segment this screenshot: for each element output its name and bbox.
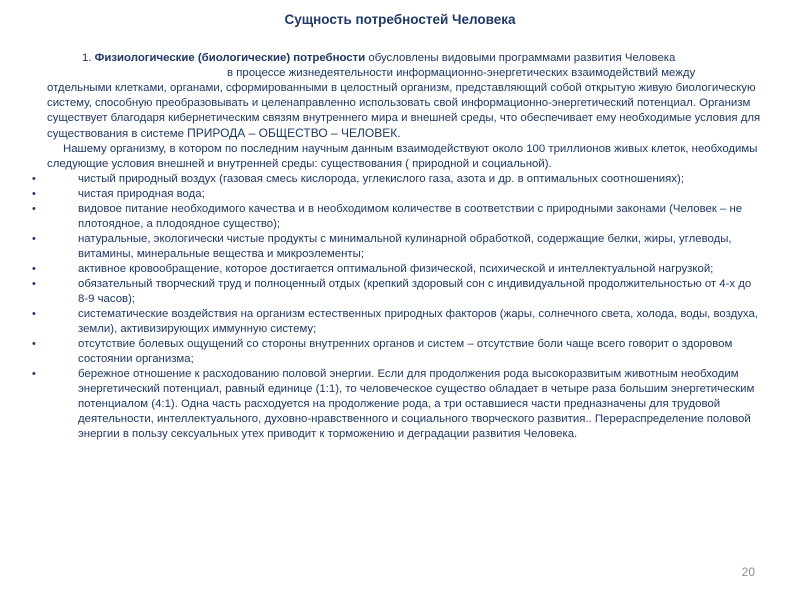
list-item-text: отсутствие болевых ощущений со стороны внутренних органов и систем – отсутствие боли чаще всего говорит о здоровом состоянии организма; [78, 338, 733, 365]
bullet-icon: • [32, 278, 36, 290]
bullet-icon: • [32, 203, 36, 215]
list-item-text: обязательный творческий труд и полноценный отдых (крепкий здоровый сон с индивидуальной продолжительностью от 4-х до 8-9 часов); [78, 278, 752, 305]
bullet-icon: • [32, 233, 36, 245]
list-item-text: активное кровообращение, которое достигается оптимальной физической, психической и интеллектуальной нагрузкой; [78, 263, 714, 275]
conditions-list [32, 172, 762, 442]
list-item-text: бережное отношение к расходованию половой энергии. Если для продолжения рода высокоразвитым животным необходим энергетический потенциал, равный единице (1:1), то человеческое существо обладает в четыре раза большим энергетическим потенциалом (4:1). Одна часть расходуется на продолжение рода, а три оставшиеся части предназначены для трудовой деятельности, интеллектуального, духовно-нравственного и социального творческого развития.. Перераспределение половой энергии в пользу сексуальных утех приводит к торможению и деградации развития Человека. [78, 368, 755, 440]
bullet-icon: • [32, 173, 36, 185]
conditions-paragraph: Нашему организму, в котором по последним научным данным взаимодействуют около 100 триллионов живых клеток, необходимы следующие условия внешней и внутренней среды: существования ( природной и социальной). [47, 143, 758, 170]
bullet-icon: • [32, 188, 36, 200]
list-item-text: систематические воздействия на организм естественных природных факторов (жары, солнечного света, холода, воды, воздуха, земли), активизирующих иммунную систему; [78, 308, 759, 335]
list-item-text: видовое питание необходимого качества и в необходимом количестве в соответствии с природными законами (Человек – не плотоядное, а плодоядное существо); [78, 203, 743, 230]
list-item-text: чистая природная вода; [78, 188, 205, 200]
list-item [32, 262, 762, 277]
list-item [32, 202, 762, 232]
intro-number: 1. [82, 52, 92, 64]
bullet-icon: • [32, 338, 36, 350]
list-item-text: чистый природный воздух (газовая смесь кислорода, углекислого газа, азота и др. в оптимальных соотношениях); [78, 173, 684, 185]
list-item [32, 232, 762, 262]
list-item [32, 187, 762, 202]
list-item-text: натуральные, экологически чистые продукты с минимальной кулинарной обработкой, содержащие белки, жиры, углеводы, витамины, минеральные вещества и микроэлементы; [78, 233, 732, 260]
list-item [32, 367, 762, 442]
list-item [32, 172, 762, 187]
intro-label: Физиологические (биологические) потребности [94, 52, 366, 64]
intro-text-b: в процессе жизнедеятельности информационно-энергетических взаимодействий между отдельными клетками, органами, сформированными в целостный организм, представляющий собой открытую живую биологическую систему, способную преобразовывать и целенаправленно использовать свой информационно-энергетический потенциал. Организм существует благодаря кибернетическим связям внутреннего мира и внешней среды, что обеспечивает ему необходимые условия для существования в системе [47, 67, 761, 140]
intro-text-caps: ПРИРОДА – ОБЩЕСТВО – ЧЕЛОВЕК. [187, 126, 401, 140]
page-number: 20 [741, 565, 755, 579]
list-item [32, 337, 762, 367]
slide-title: Сущность потребностей Человека [284, 12, 516, 27]
bullet-icon: • [32, 308, 36, 320]
list-item [32, 307, 762, 337]
bullet-icon: • [32, 263, 36, 275]
intro-paragraph [47, 51, 762, 142]
bullet-icon: • [32, 368, 36, 380]
intro-text-a: обусловлены видовыми программами развития Человека [365, 52, 676, 64]
list-item [32, 277, 762, 307]
slide-body [32, 51, 762, 442]
